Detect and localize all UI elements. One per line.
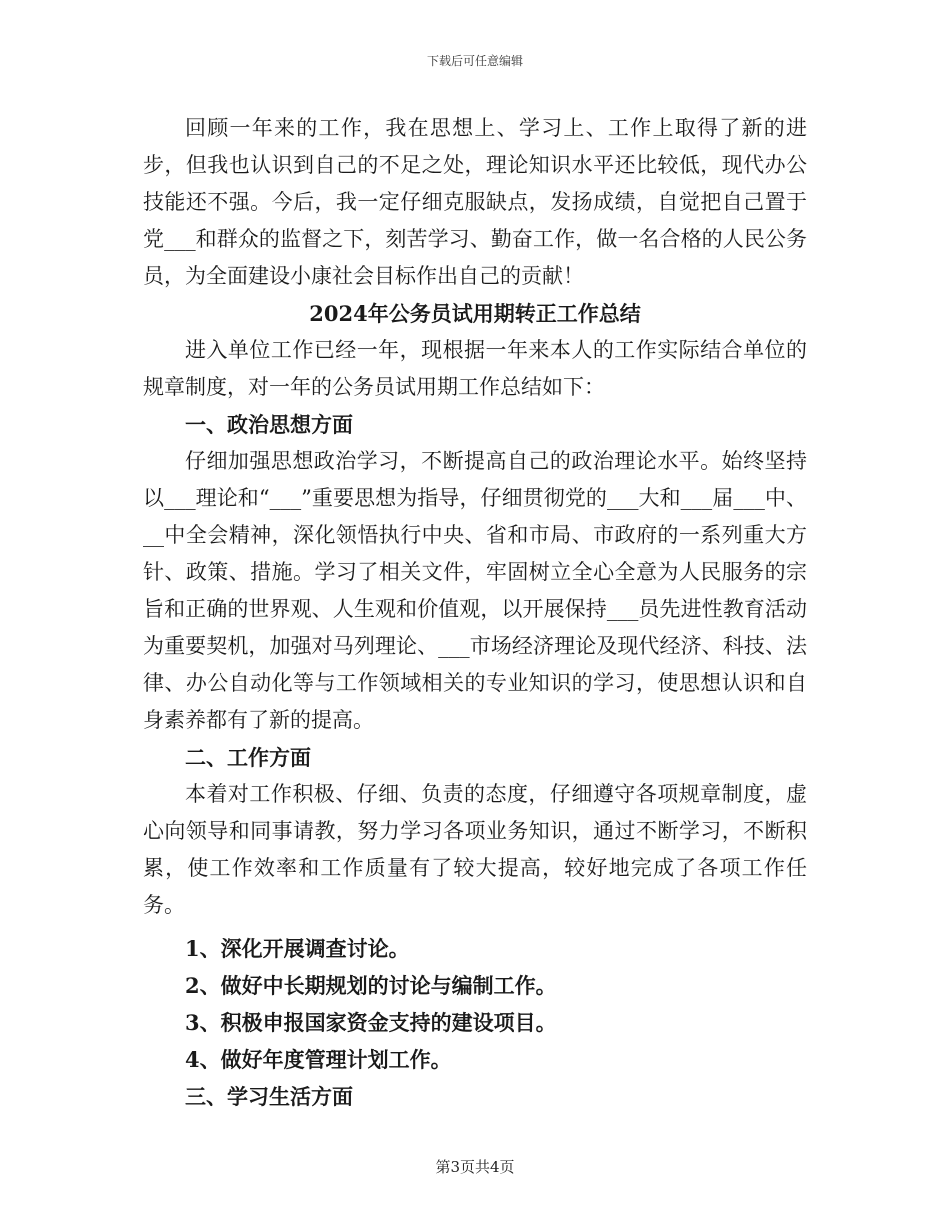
document-body xyxy=(143,110,807,1115)
list-item: 2、做好中长期规划的讨论与编制工作。 xyxy=(185,973,557,998)
intro-paragraph: 回顾一年来的工作，我在思想上、学习上、工作上取得了新的进步，但我也认识到自己的不足之处，理论知识水平还比较低，现代办公技能还不强。今后，我一定仔细克服缺点，发扬成绩，自觉把自己置于党___和群众的监督之下，刻苦学习、勤奋工作，做一名合格的人民公务员，为全面建设小康社会目标作出自己的贡献！ xyxy=(143,116,807,288)
political-paragraph: 仔细加强思想政治学习，不断提高自己的政治理论水平。始终坚持以___理论和“___”重要思想为指导，仔细贯彻党的___大和___届___中、__中全会精神，深化领悟执行中央、省和市局、市政府的一系列重大方针、政策、措施。学习了相关文件，牢固树立全心全意为人民服务的宗旨和正确的世界观、人生观和价值观，以开展保持___员先进性教育活动为重要契机，加强对马列理论、___市场经济理论及现代经济、科技、法律、办公自动化等与工作领域相关的专业知识的学习，使思想认识和自身素养都有了新的提高。 xyxy=(143,449,807,732)
list-item: 3、积极申报国家资金支持的建设项目。 xyxy=(185,1010,557,1035)
list-item: 4、做好年度管理计划工作。 xyxy=(185,1047,452,1072)
document-title: 2024年公务员试用期转正工作总结 xyxy=(309,301,641,326)
section-heading-work: 二、工作方面 xyxy=(185,745,311,770)
opening-paragraph: 进入单位工作已经一年，现根据一年来本人的工作实际结合单位的规章制度，对一年的公务员试用期工作总结如下： xyxy=(143,338,807,399)
page-header: 下载后可任意编辑 xyxy=(426,54,523,68)
section-heading-study: 三、学习生活方面 xyxy=(185,1084,353,1109)
page-footer: 第3页共4页 xyxy=(435,1158,515,1176)
section-heading-political: 一、政治思想方面 xyxy=(185,412,353,437)
work-paragraph: 本着对工作积极、仔细、负责的态度，仔细遵守各项规章制度，虚心向领导和同事请教，努力学习各项业务知识，通过不断学习，不断积累，使工作效率和工作质量有了较大提高，较好地完成了各项工作任务。 xyxy=(143,782,807,917)
list-item: 1、深化开展调查讨论。 xyxy=(185,936,410,961)
